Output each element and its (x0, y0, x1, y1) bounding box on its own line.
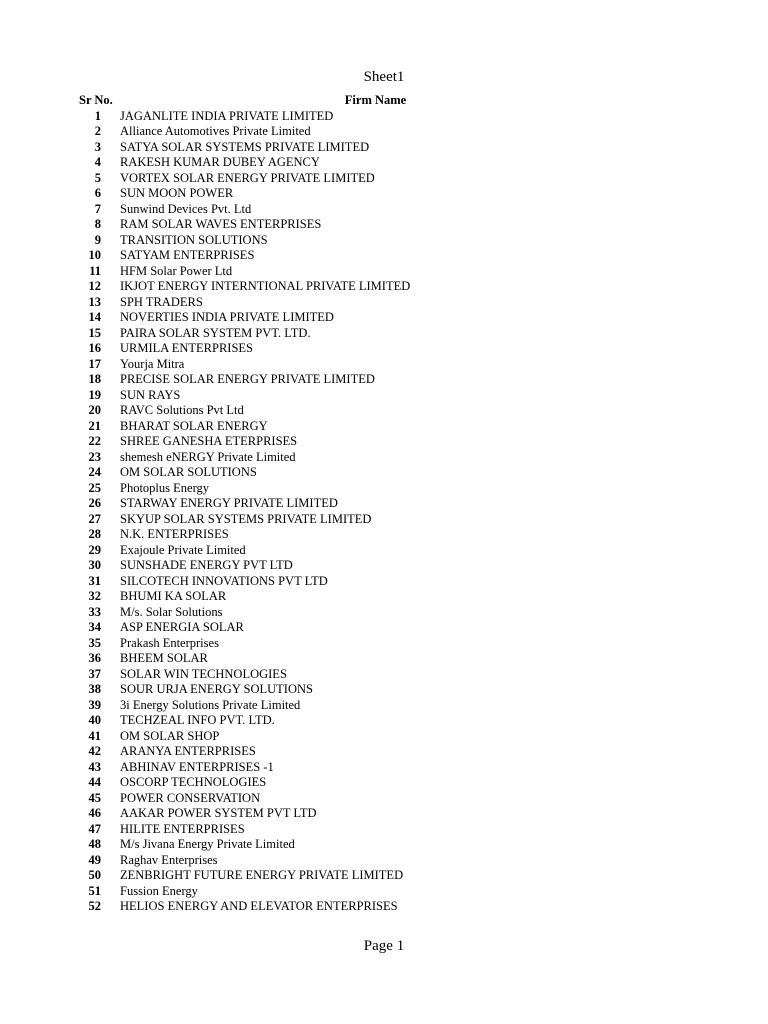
table-row (74, 434, 694, 450)
sr-no-cell: 40 (88, 713, 101, 728)
table-row (74, 713, 694, 729)
table-row (74, 682, 694, 698)
sr-no-cell: 34 (88, 620, 101, 635)
table-row (74, 868, 694, 884)
table-row (74, 589, 694, 605)
firm-name-cell: SOUR URJA ENERGY SOLUTIONS (120, 682, 313, 697)
table-row (74, 264, 694, 280)
table-row (74, 388, 694, 404)
sr-no-cell: 35 (88, 635, 101, 650)
sr-no-cell: 1 (94, 108, 101, 123)
firm-name-cell: POWER CONSERVATION (120, 790, 261, 805)
table-row (74, 310, 694, 326)
table-row (74, 837, 694, 853)
firm-name-cell: M/s Jivana Energy Private Limited (120, 837, 295, 852)
table-row (74, 775, 694, 791)
sr-no-cell: 43 (88, 759, 101, 774)
sr-no-cell: 28 (88, 527, 101, 542)
firm-name-cell: BHUMI KA SOLAR (120, 589, 227, 604)
sheet-title: Sheet1 (363, 69, 405, 85)
table-row (74, 341, 694, 357)
sr-no-cell: 24 (88, 465, 101, 480)
sr-no-cell: 25 (88, 480, 101, 495)
table-row (74, 760, 694, 776)
sr-no-cell: 14 (88, 310, 101, 325)
sr-no-cell: 48 (88, 837, 101, 852)
table-row (74, 605, 694, 621)
firm-name-cell: Sunwind Devices Pvt. Ltd (120, 201, 252, 216)
sr-no-cell: 18 (88, 372, 101, 387)
table-row (74, 496, 694, 512)
firm-name-cell: JAGANLITE INDIA PRIVATE LIMITED (120, 108, 334, 123)
sr-no-cell: 30 (88, 558, 101, 573)
sr-no-cell: 33 (88, 604, 101, 619)
sr-no-cell: 5 (94, 170, 101, 185)
table-row (74, 574, 694, 590)
sr-no-cell: 7 (94, 201, 101, 216)
sr-no-cell: 2 (94, 124, 101, 139)
table-row (74, 140, 694, 156)
table-row (74, 109, 694, 125)
table-row (74, 729, 694, 745)
table-row (74, 372, 694, 388)
firm-name-cell: SATYA SOLAR SYSTEMS PRIVATE LIMITED (120, 139, 370, 154)
sr-no-cell: 51 (88, 883, 101, 898)
table-row (74, 465, 694, 481)
table-row (74, 481, 694, 497)
sr-no-cell: 17 (88, 356, 101, 371)
sr-no-cell: 46 (88, 806, 101, 821)
firm-name-cell: SOLAR WIN TECHNOLOGIES (120, 666, 287, 681)
firm-name-cell: TRANSITION SOLUTIONS (120, 232, 268, 247)
table-row (74, 326, 694, 342)
table-row (74, 357, 694, 373)
firm-name-cell: Yourja Mitra (120, 356, 185, 371)
sr-no-cell: 47 (88, 821, 101, 836)
sr-no-cell: 23 (88, 449, 101, 464)
sr-no-cell: 8 (94, 217, 101, 232)
table-row (74, 791, 694, 807)
sr-no-cell: 29 (88, 542, 101, 557)
firm-name-cell: OM SOLAR SHOP (120, 728, 220, 743)
firm-name-cell: SILCOTECH INNOVATIONS PVT LTD (120, 573, 328, 588)
firm-name-cell: NOVERTIES INDIA PRIVATE LIMITED (120, 310, 334, 325)
sr-no-cell: 16 (88, 341, 101, 356)
sr-no-cell: 26 (88, 496, 101, 511)
table-row (74, 450, 694, 466)
table-row (74, 217, 694, 233)
firm-name-cell: Exajoule Private Limited (120, 542, 246, 557)
sr-no-cell: 50 (88, 868, 101, 883)
table-row (74, 667, 694, 683)
table-row (74, 636, 694, 652)
table-row (74, 403, 694, 419)
firm-name-cell: HFM Solar Power Ltd (120, 263, 233, 278)
sr-no-cell: 31 (88, 573, 101, 588)
firm-name-cell: Alliance Automotives Private Limited (120, 124, 311, 139)
sr-no-cell: 38 (88, 682, 101, 697)
header-firm-name: Firm Name (344, 93, 407, 108)
table-row (74, 155, 694, 171)
table-row (74, 620, 694, 636)
sr-no-cell: 20 (88, 403, 101, 418)
firm-name-cell: RAVC Solutions Pvt Ltd (120, 403, 244, 418)
firm-name-cell: SHREE GANESHA ETERPRISES (120, 434, 298, 449)
firm-name-cell: SUN MOON POWER (120, 186, 234, 201)
firm-name-cell: N.K. ENTERPRISES (120, 527, 229, 542)
sr-no-cell: 10 (88, 248, 101, 263)
sr-no-cell: 52 (88, 899, 101, 914)
firm-name-cell: SATYAM ENTERPRISES (120, 248, 255, 263)
table-row (74, 744, 694, 760)
table-row (74, 233, 694, 249)
sr-no-cell: 37 (88, 666, 101, 681)
firm-name-cell: RAKESH KUMAR DUBEY AGENCY (120, 155, 320, 170)
firm-name-cell: shemesh eNERGY Private Limited (120, 449, 296, 464)
firm-name-cell: SUNSHADE ENERGY PVT LTD (120, 558, 293, 573)
firm-name-cell: STARWAY ENERGY PRIVATE LIMITED (120, 496, 338, 511)
table-row (74, 884, 694, 900)
sr-no-cell: 6 (94, 186, 101, 201)
firm-name-cell: RAM SOLAR WAVES ENTERPRISES (120, 217, 322, 232)
table-row (74, 806, 694, 822)
firm-name-cell: HELIOS ENERGY AND ELEVATOR ENTERPRISES (120, 899, 398, 914)
sr-no-cell: 42 (88, 744, 101, 759)
firm-name-cell: BHARAT SOLAR ENERGY (120, 418, 268, 433)
table-row (74, 186, 694, 202)
sr-no-cell: 3 (94, 139, 101, 154)
sr-no-cell: 4 (94, 155, 101, 170)
firm-name-cell: ABHINAV ENTERPRISES -1 (120, 759, 274, 774)
firm-name-cell: BHEEM SOLAR (120, 651, 208, 666)
firm-name-cell: Prakash Enterprises (120, 635, 219, 650)
table-row (74, 512, 694, 528)
sr-no-cell: 36 (88, 651, 101, 666)
table-row (74, 279, 694, 295)
sr-no-cell: 27 (88, 511, 101, 526)
table-row (74, 248, 694, 264)
sr-no-cell: 32 (88, 589, 101, 604)
table-row (74, 558, 694, 574)
table-row (74, 651, 694, 667)
firm-name-cell: ZENBRIGHT FUTURE ENERGY PRIVATE LIMITED (120, 868, 404, 883)
firm-name-cell: OM SOLAR SOLUTIONS (120, 465, 257, 480)
sr-no-cell: 39 (88, 697, 101, 712)
table-header-row (74, 93, 694, 109)
firm-name-cell: IKJOT ENERGY INTERNTIONAL PRIVATE LIMITED (120, 279, 411, 294)
table-row (74, 419, 694, 435)
firm-name-cell: SPH TRADERS (120, 294, 203, 309)
table-row (74, 527, 694, 543)
firm-name-cell: Fussion Energy (120, 883, 198, 898)
table-row (74, 202, 694, 218)
firm-name-cell: SKYUP SOLAR SYSTEMS PRIVATE LIMITED (120, 511, 372, 526)
sr-no-cell: 22 (88, 434, 101, 449)
firm-name-cell: TECHZEAL INFO PVT. LTD. (120, 713, 275, 728)
table-row (74, 124, 694, 140)
sr-no-cell: 45 (88, 790, 101, 805)
table-row (74, 543, 694, 559)
table-row (74, 853, 694, 869)
firm-name-cell: URMILA ENTERPRISES (120, 341, 254, 356)
sr-no-cell: 13 (88, 294, 101, 309)
table-row (74, 899, 694, 915)
header-sr-no: Sr No. (79, 93, 113, 108)
firm-name-cell: Photoplus Energy (120, 480, 210, 495)
firm-name-cell: ARANYA ENTERPRISES (120, 744, 256, 759)
sr-no-cell: 15 (88, 325, 101, 340)
table-row (74, 171, 694, 187)
firm-name-cell: PAIRA SOLAR SYSTEM PVT. LTD. (120, 325, 311, 340)
firm-name-cell: HILITE ENTERPRISES (120, 821, 245, 836)
firm-name-cell: Raghav Enterprises (120, 852, 218, 867)
firm-name-cell: 3i Energy Solutions Private Limited (120, 697, 301, 712)
page-footer: Page 1 (363, 938, 405, 954)
sr-no-cell: 49 (88, 852, 101, 867)
sr-no-cell: 19 (88, 387, 101, 402)
sr-no-cell: 44 (88, 775, 101, 790)
firm-name-cell: OSCORP TECHNOLOGIES (120, 775, 267, 790)
firm-table (74, 93, 694, 915)
sr-no-cell: 9 (94, 232, 101, 247)
firm-name-cell: M/s. Solar Solutions (120, 604, 223, 619)
firm-name-cell: VORTEX SOLAR ENERGY PRIVATE LIMITED (120, 170, 375, 185)
sr-no-cell: 12 (88, 279, 101, 294)
sr-no-cell: 21 (88, 418, 101, 433)
firm-name-cell: PRECISE SOLAR ENERGY PRIVATE LIMITED (120, 372, 375, 387)
table-row (74, 698, 694, 714)
table-row (74, 822, 694, 838)
firm-name-cell: ASP ENERGIA SOLAR (120, 620, 244, 635)
firm-name-cell: SUN RAYS (120, 387, 181, 402)
firm-name-cell: AAKAR POWER SYSTEM PVT LTD (120, 806, 317, 821)
table-body (74, 109, 694, 915)
sr-no-cell: 11 (89, 263, 101, 278)
table-row (74, 295, 694, 311)
sr-no-cell: 41 (88, 728, 101, 743)
